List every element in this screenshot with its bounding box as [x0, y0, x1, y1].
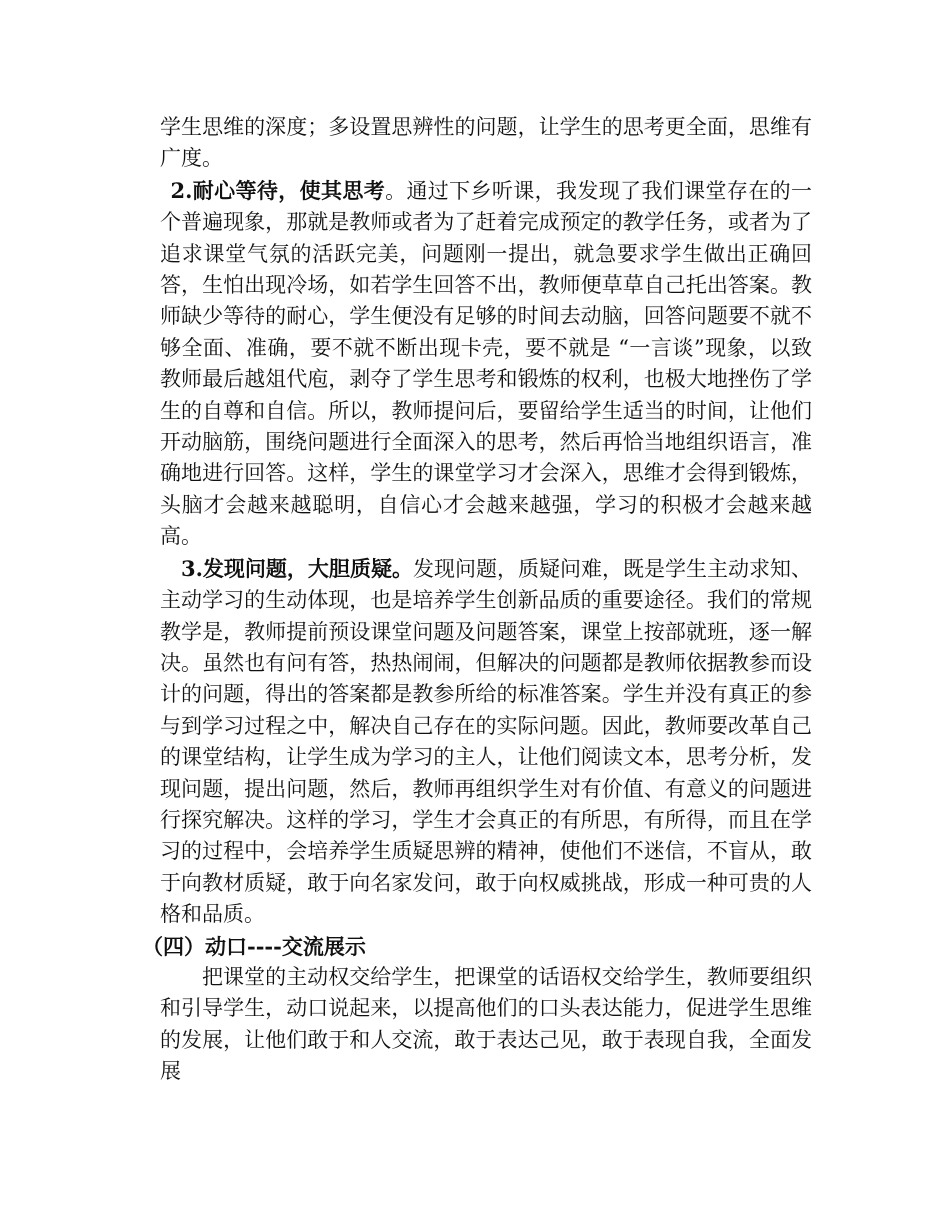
paragraph-final: 把课堂的主动权交给学生，把课堂的话语权交给学生，教师要组织和引导学生，动口说起来，以提高他们的口头表达能力，促进学生思维的发展，让他们敢于和人交流，敢于表达己见，敢于表现自我，全面发展 — [160, 964, 812, 1084]
paragraph-text: 。通过下乡听课，我发现了我们课堂存在的一个普遍现象，那就是教师或者为了赶着完成预定的教学任务，或者为了追求课堂气氛的活跃完美，问题刚一提出，就急要求学生做出正确回答，生怕出现冷场，如若学生回答不出，教师便草草自己托出答案。教师缺少等待的耐心，学生便没有足够的时间去动脑，回答问题要不就不够全面、准确，要不就不断出现卡壳，要不就是 “一言谈”现象，以致教师最后越俎代庖，剥夺了学生思考和锻炼的权利，也极大地挫伤了学生的自尊和自信。所以，教师提问后，要留给学生适当的时间，让他们开动脑筋，围绕问题进行全面深入的思考，然后再恰当地组织语言，准确地进行回答。这样，学生的课堂学习才会深入，思维才会得到锻炼，头脑才会越来越聪明，自信心才会越来越强，学习的积极才会越来越高。 — [160, 178, 812, 549]
document-page — [142, 112, 812, 1088]
paragraph-text: 发现问题，质疑问难，既是学生主动求知、主动学习的生动体现，也是培养学生创新品质的重要途径。我们的常规教学是，教师提前预设课堂问题及问题答案，课堂上按部就班，逐一解决。虽然也有问有答，热热闹闹，但解决的问题都是教师依据教参而设计的问题，得出的答案都是教参所给的标准答案。学生并没有真正的参与到学习过程之中，解决自己存在的实际问题。因此，教师要改革自己的课堂结构，让学生成为学习的主人，让他们阅读文本，思考分析，发现问题，提出问题，然后，教师再组织学生对有价值、有意义的问题进行探究解决。这样的学习，学生才会真正的有所思，有所得，而且在学习的过程中，会培养学生质疑思辨的精神，使他们不迷信，不盲从，敢于向教材质疑，敢于向名家发问，敢于向权威挑战，形成一种可贵的人格和品质。 — [160, 556, 812, 927]
paragraph-lead: 3.发现问题，大胆质疑。 — [181, 555, 413, 581]
paragraph-text: 学生思维的深度；多设置思辨性的问题，让学生的思考更全面，思维有广度。 — [160, 115, 812, 171]
paragraph-continued — [160, 112, 812, 175]
paragraph-discover-questions — [160, 553, 812, 931]
paragraph-lead: 2.耐心等待，使其思考 — [170, 177, 386, 203]
paragraph-patient-waiting — [160, 175, 812, 553]
section-heading: （四）动口----交流展示 — [142, 933, 366, 959]
